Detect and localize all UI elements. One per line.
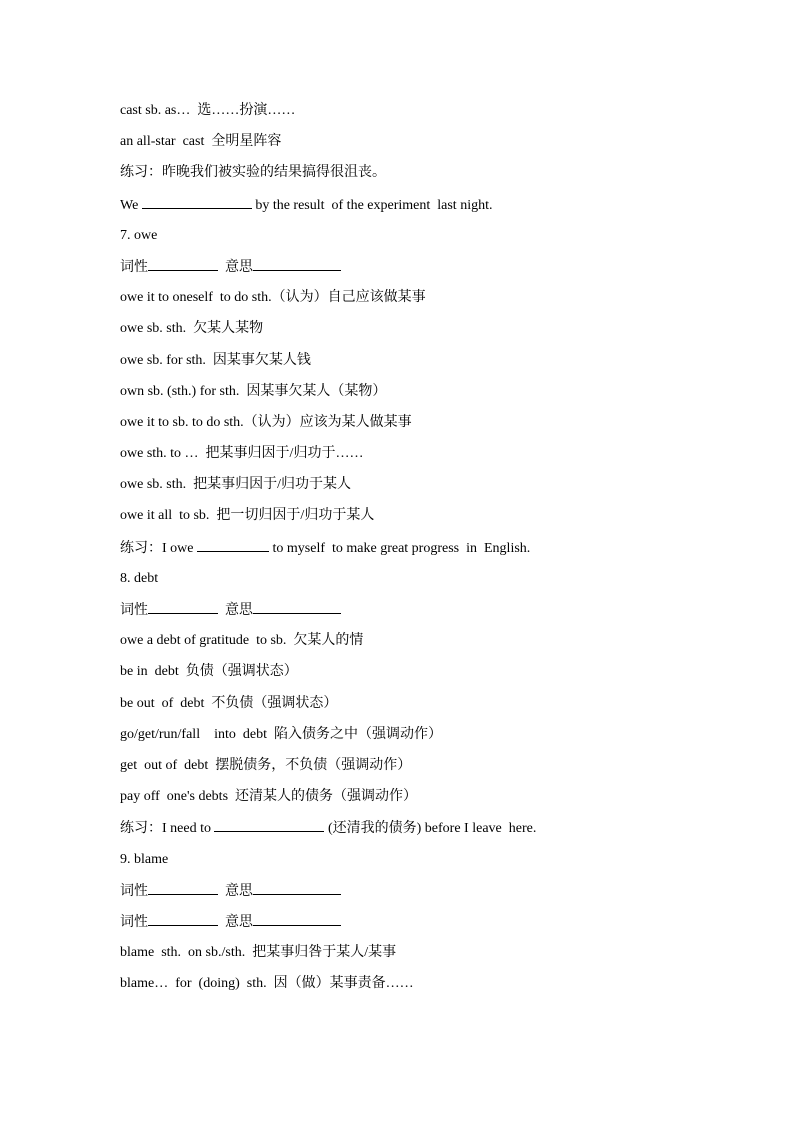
pos-label: 词性 — [120, 883, 148, 899]
text-line — [120, 505, 760, 536]
pos-label: 词性 — [120, 259, 148, 275]
answer-blank[interactable] — [142, 194, 252, 209]
meaning-label: 意思 — [225, 883, 253, 899]
section-heading — [120, 225, 760, 256]
meaning-blank[interactable] — [253, 880, 341, 895]
text-line — [120, 942, 760, 973]
line-text: pay off one's debts 还清某人的债务（强调动作） — [120, 789, 418, 805]
meaning-blank[interactable] — [253, 599, 341, 614]
text-line — [120, 724, 760, 755]
line-text: 练习：I owe — [120, 540, 197, 556]
line-text: owe it to sb. to do sth.（认为）应该为某人做某事 — [120, 414, 412, 430]
text-line — [120, 661, 760, 692]
pos-label: 词性 — [120, 914, 148, 930]
meaning-blank[interactable] — [253, 256, 341, 271]
fill-in-line — [120, 194, 760, 225]
fill-in-line — [120, 537, 760, 568]
line-text: blame… for (doing) sth. 因（做）某事责备…… — [120, 976, 414, 992]
line-text: We — [120, 197, 142, 213]
text-line — [120, 318, 760, 349]
line-text: be in debt 负债（强调状态） — [120, 664, 298, 680]
document-body — [120, 100, 760, 1004]
line-text: by the result of the experiment last night. — [251, 197, 493, 213]
line-text: (还清我的债务) before I leave here. — [324, 821, 537, 837]
line-text: get out of debt 摆脱债务，不负债（强调动作） — [120, 757, 412, 773]
line-text: 8. debt — [120, 570, 159, 586]
line-text: blame sth. on sb./sth. 把某事归咎于某人/某事 — [120, 945, 397, 961]
text-line — [120, 100, 760, 131]
text-line — [120, 443, 760, 474]
text-line — [120, 131, 760, 162]
pos-meaning-line — [120, 256, 760, 287]
exercise-prompt — [120, 162, 760, 193]
line-text: 练习：I need to — [120, 821, 215, 837]
pos-meaning-line — [120, 599, 760, 630]
text-line — [120, 786, 760, 817]
meaning-blank[interactable] — [253, 911, 341, 926]
pos-label: 词性 — [120, 603, 148, 618]
meaning-label: 意思 — [225, 603, 253, 618]
line-text: cast sb. as… 选……扮演…… — [120, 103, 296, 118]
text-line — [120, 630, 760, 661]
meaning-label: 意思 — [225, 914, 253, 930]
pos-meaning-line — [120, 911, 760, 942]
line-text: go/get/run/fall into debt 陷入债务之中（强调动作） — [120, 726, 442, 742]
line-text: own sb. (sth.) for sth. 因某事欠某人（某物） — [120, 383, 387, 399]
text-line — [120, 381, 760, 412]
line-text: an all-star cast 全明星阵容 — [120, 134, 282, 150]
line-text: owe sb. sth. 欠某人某物 — [120, 321, 264, 337]
text-line — [120, 474, 760, 505]
answer-blank[interactable] — [214, 817, 324, 832]
line-text: owe a debt of gratitude to sb. 欠某人的情 — [120, 633, 364, 649]
meaning-label: 意思 — [225, 259, 253, 275]
line-text: to myself to make great progress in English. — [269, 540, 531, 556]
pos-blank[interactable] — [148, 256, 218, 271]
line-text: owe it all to sb. 把一切归因于/归功于某人 — [120, 508, 375, 524]
fill-in-line — [120, 817, 760, 848]
pos-blank[interactable] — [148, 599, 218, 614]
line-text: 9. blame — [120, 851, 169, 867]
text-line — [120, 755, 760, 786]
line-text: owe it to oneself to do sth.（认为）自己应该做某事 — [120, 290, 426, 306]
text-line — [120, 350, 760, 381]
pos-blank[interactable] — [148, 911, 218, 926]
line-text: owe sb. sth. 把某事归因于/归功于某人 — [120, 477, 351, 493]
line-text: owe sb. for sth. 因某事欠某人钱 — [120, 352, 311, 368]
pos-meaning-line — [120, 880, 760, 911]
line-text: 7. owe — [120, 227, 158, 243]
line-text: be out of debt 不负债（强调状态） — [120, 695, 338, 711]
answer-blank[interactable] — [197, 537, 269, 552]
text-line — [120, 412, 760, 443]
line-text: owe sth. to … 把某事归因于/归功于…… — [120, 446, 364, 462]
text-line — [120, 973, 760, 1004]
text-line — [120, 287, 760, 318]
section-heading — [120, 568, 760, 599]
line-text: 练习：昨晚我们被实验的结果搞得很沮丧。 — [120, 165, 386, 181]
text-line — [120, 693, 760, 724]
pos-blank[interactable] — [148, 880, 218, 895]
section-heading — [120, 849, 760, 880]
